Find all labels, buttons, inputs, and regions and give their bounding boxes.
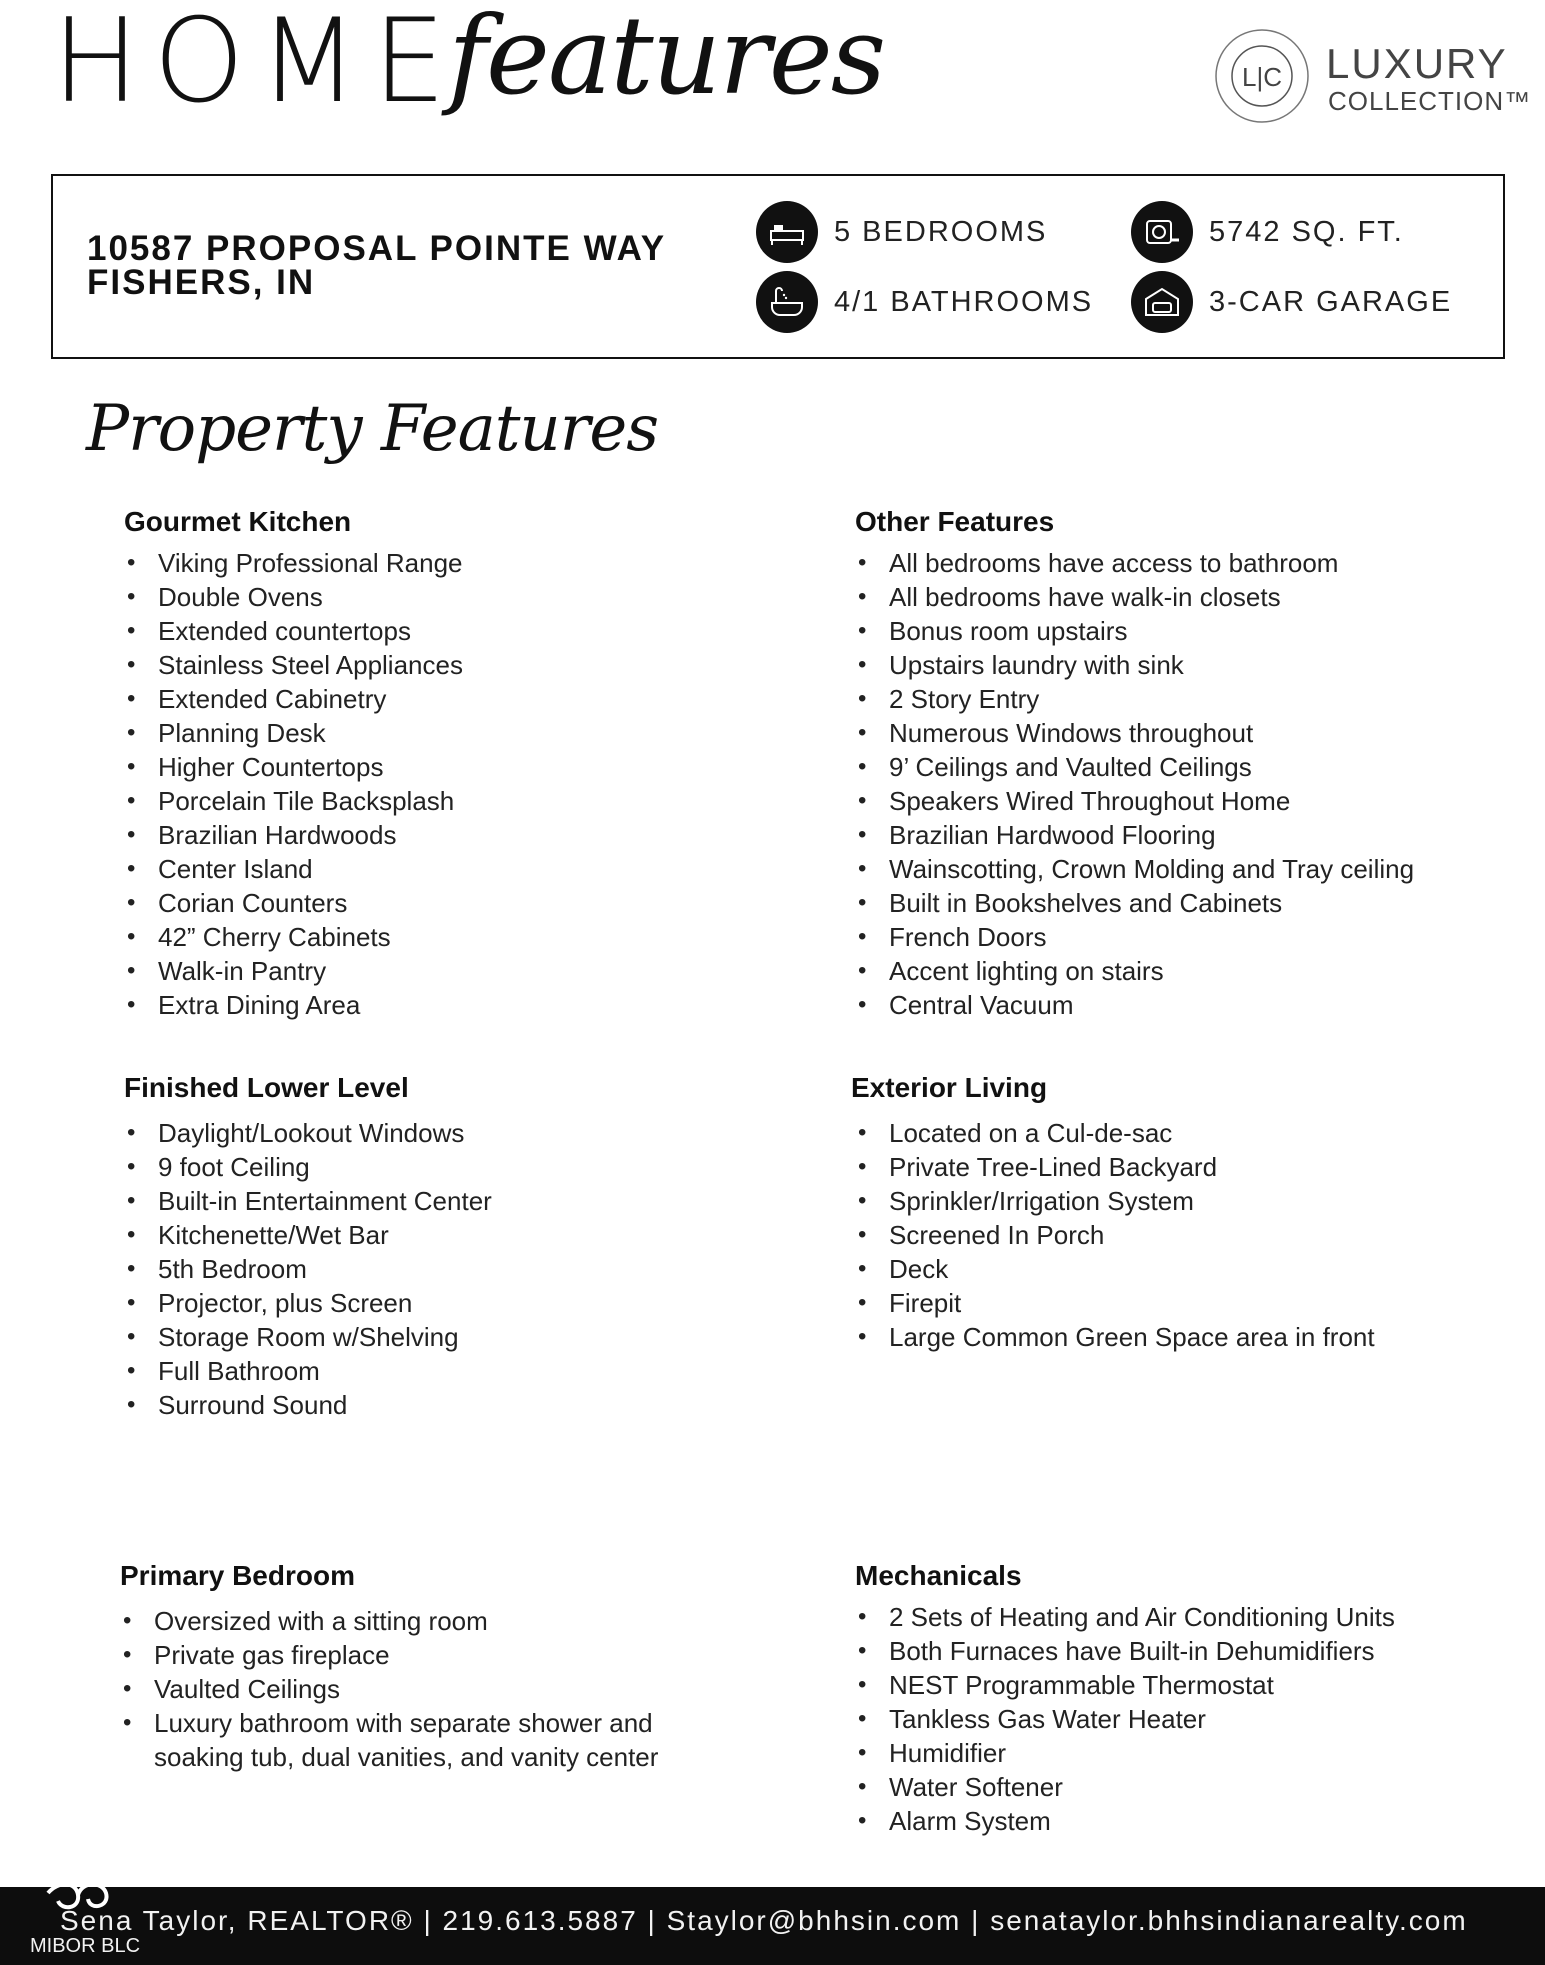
logo-line1: LUXURY — [1326, 40, 1508, 87]
agent-contact: Sena Taylor, REALTOR® | 219.613.5887 | Staylor@bhhsin.com | senataylor.bhhsindianarealty.com — [60, 1905, 1468, 1936]
logo-line2: COLLECTION™ — [1328, 86, 1532, 116]
feature-list — [124, 546, 463, 1022]
section-title: Exterior Living — [851, 1072, 1048, 1103]
luxury-collection-logo — [1212, 26, 1532, 136]
feature-item: • Numerous Windows throughout — [855, 716, 1414, 750]
feature-item: • Vaulted Ceilings — [120, 1672, 720, 1706]
feature-item: • Daylight/Lookout Windows — [124, 1116, 492, 1150]
page-title-script: features — [448, 0, 885, 119]
feature-item: • Viking Professional Range — [124, 546, 463, 580]
bed-icon — [756, 201, 818, 263]
feature-item: • Porcelain Tile Backsplash — [124, 784, 463, 818]
feature-item: • Private gas fireplace — [120, 1638, 720, 1672]
feature-item: • Speakers Wired Throughout Home — [855, 784, 1414, 818]
property-features-heading: Property Features — [86, 392, 659, 466]
feature-item: • Private Tree-Lined Backyard — [855, 1150, 1375, 1184]
stat-garage — [1131, 270, 1452, 334]
feature-item: • Bonus room upstairs — [855, 614, 1414, 648]
garage-icon — [1131, 271, 1193, 333]
section-exterior-living — [851, 1072, 1375, 1354]
feature-item: • All bedrooms have access to bathroom — [855, 546, 1414, 580]
feature-item: • Tankless Gas Water Heater — [855, 1702, 1395, 1736]
stat-bathrooms — [756, 270, 1093, 334]
feature-item: • Upstairs laundry with sink — [855, 648, 1414, 682]
feature-item: • Center Island — [124, 852, 463, 886]
page-title: HOME — [52, 0, 460, 129]
feature-list — [855, 546, 1414, 1022]
feature-item: • Projector, plus Screen — [124, 1286, 492, 1320]
seal-letters: L|C — [1242, 62, 1282, 92]
feature-item: • 2 Story Entry — [855, 682, 1414, 716]
feature-item: • Luxury bathroom with separate shower and soaking tub, dual vanities, and vanity center — [120, 1706, 720, 1774]
tape-measure-icon — [1131, 201, 1193, 263]
feature-item: • All bedrooms have walk-in closets — [855, 580, 1414, 614]
feature-item: • Built-in Entertainment Center — [124, 1184, 492, 1218]
bathtub-icon — [756, 271, 818, 333]
feature-item: • Alarm System — [855, 1804, 1395, 1838]
feature-item: • Planning Desk — [124, 716, 463, 750]
section-title: Other Features — [855, 506, 1055, 537]
stat-sqft — [1131, 200, 1404, 264]
feature-list — [124, 1116, 492, 1422]
section-other-features — [855, 506, 1414, 1022]
feature-item: • 5th Bedroom — [124, 1252, 492, 1286]
feature-item: • Stainless Steel Appliances — [124, 648, 463, 682]
feature-list — [120, 1604, 720, 1774]
feature-item: • Extra Dining Area — [124, 988, 463, 1022]
feature-item: • Brazilian Hardwood Flooring — [855, 818, 1414, 852]
feature-item: • French Doors — [855, 920, 1414, 954]
feature-item: • Firepit — [855, 1286, 1375, 1320]
section-primary-bedroom — [120, 1560, 720, 1774]
feature-item: • Corian Counters — [124, 886, 463, 920]
section-title: Finished Lower Level — [124, 1072, 409, 1103]
section-mechanicals — [855, 1560, 1395, 1838]
section-title: Primary Bedroom — [120, 1560, 355, 1591]
feature-item: • Extended countertops — [124, 614, 463, 648]
feature-item: • Deck — [855, 1252, 1375, 1286]
stat-label: 4/1 BATHROOMS — [834, 285, 1094, 318]
property-address — [87, 229, 667, 302]
feature-item: • Located on a Cul-de-sac — [855, 1116, 1375, 1150]
address-line2: FISHERS, IN — [87, 263, 316, 302]
feature-item: • Built in Bookshelves and Cabinets — [855, 886, 1414, 920]
feature-list — [855, 1600, 1395, 1838]
stat-label: 5 BEDROOMS — [834, 215, 1048, 248]
section-gourmet-kitchen — [124, 506, 463, 1022]
feature-item: • Wainscotting, Crown Molding and Tray ceiling — [855, 852, 1414, 886]
feature-item: • Walk-in Pantry — [124, 954, 463, 988]
feature-item: • Kitchenette/Wet Bar — [124, 1218, 492, 1252]
feature-list — [851, 1116, 1375, 1354]
feature-item: • 42” Cherry Cabinets — [124, 920, 463, 954]
mibor-watermark: MIBOR BLC — [30, 1935, 141, 1957]
feature-item: • Accent lighting on stairs — [855, 954, 1414, 988]
stat-bedrooms — [756, 200, 1047, 264]
footer-bar — [0, 1887, 1545, 1965]
feature-item: • Brazilian Hardwoods — [124, 818, 463, 852]
feature-item: • Double Ovens — [124, 580, 463, 614]
address-line1: 10587 PROPOSAL POINTE WAY — [87, 229, 667, 268]
section-finished-lower-level — [124, 1072, 492, 1422]
feature-item: • Extended Cabinetry — [124, 682, 463, 716]
brokerage-seal-icon — [1212, 26, 1312, 126]
feature-item: • 9’ Ceilings and Vaulted Ceilings — [855, 750, 1414, 784]
feature-item: • 9 foot Ceiling — [124, 1150, 492, 1184]
section-title: Gourmet Kitchen — [124, 506, 352, 537]
feature-item: • NEST Programmable Thermostat — [855, 1668, 1395, 1702]
feature-item: • Central Vacuum — [855, 988, 1414, 1022]
feature-item: • Surround Sound — [124, 1388, 492, 1422]
feature-item: • Full Bathroom — [124, 1354, 492, 1388]
feature-item: • Both Furnaces have Built-in Dehumidifiers — [855, 1634, 1395, 1668]
feature-item: • Humidifier — [855, 1736, 1395, 1770]
stat-label: 3-CAR GARAGE — [1209, 285, 1453, 318]
section-title: Mechanicals — [855, 1560, 1022, 1591]
feature-item: • Higher Countertops — [124, 750, 463, 784]
feature-item: • Screened In Porch — [855, 1218, 1375, 1252]
feature-item: • Sprinkler/Irrigation System — [855, 1184, 1375, 1218]
feature-item: • Large Common Green Space area in front — [855, 1320, 1375, 1354]
property-summary-box — [51, 174, 1505, 359]
feature-item: • 2 Sets of Heating and Air Conditioning Units — [855, 1600, 1395, 1634]
feature-item: • Water Softener — [855, 1770, 1395, 1804]
feature-item: • Oversized with a sitting room — [120, 1604, 720, 1638]
feature-item: • Storage Room w/Shelving — [124, 1320, 492, 1354]
stat-label: 5742 SQ. FT. — [1209, 215, 1404, 248]
